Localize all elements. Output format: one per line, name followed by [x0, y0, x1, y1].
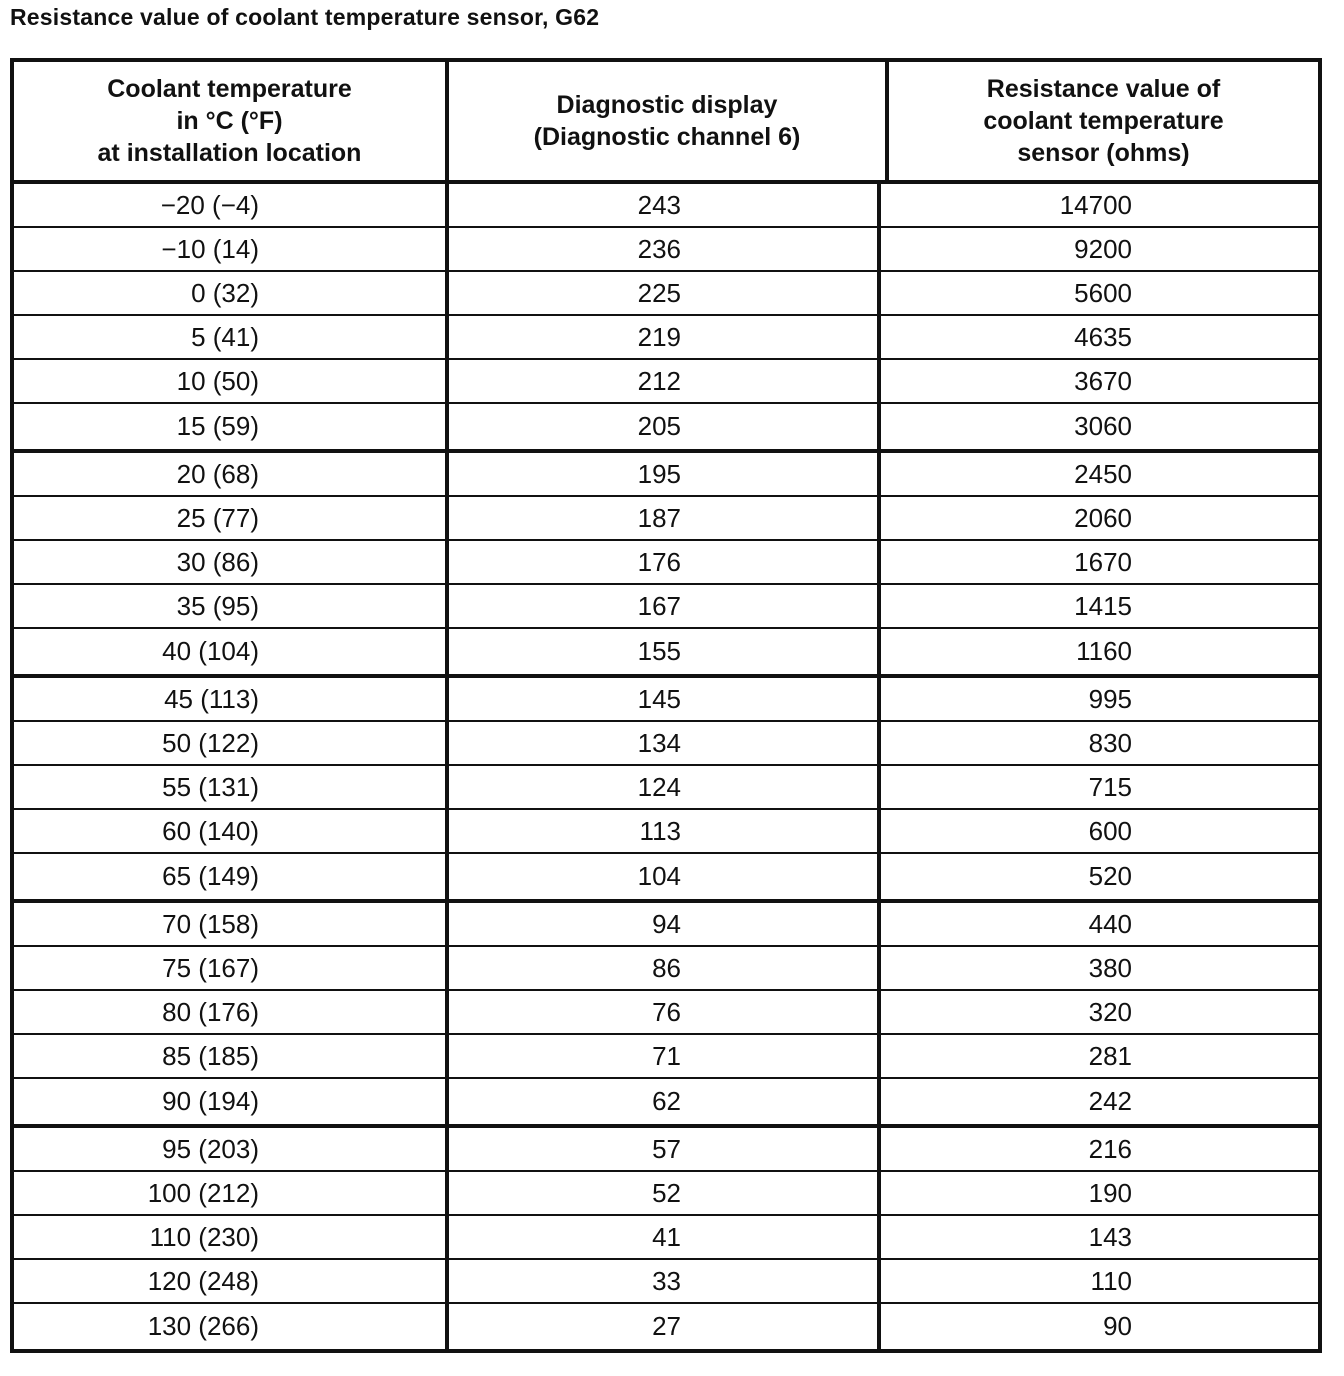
diagnostic-display-cell: 124	[445, 766, 881, 808]
temperature-cell: 5 (41)	[191, 321, 259, 352]
temperature-cell: 80 (176)	[162, 996, 259, 1027]
page-title: Resistance value of coolant temperature sensor, G62	[10, 4, 600, 30]
temperature-cell: 130 (266)	[147, 1311, 259, 1341]
diagnostic-display-cell: 71	[445, 1035, 881, 1077]
table-row	[14, 228, 1318, 272]
temperature-cell: 0 (32)	[191, 277, 259, 308]
resistance-cell: 380	[1088, 952, 1132, 983]
diagnostic-display-cell: 76	[445, 991, 881, 1033]
table-row	[14, 1172, 1318, 1216]
table-row	[14, 1079, 1318, 1124]
resistance-cell: 281	[1088, 1040, 1132, 1071]
temperature-cell: 50 (122)	[162, 727, 259, 758]
table-row	[14, 903, 1318, 947]
temperature-cell: 110 (230)	[149, 1221, 259, 1252]
diagnostic-display-cell: 145	[445, 678, 881, 720]
header-coolant-temperature: Coolant temperature in °C (°F) at installation location	[97, 75, 362, 167]
table-row	[14, 1216, 1318, 1260]
diagnostic-display-cell: 195	[445, 453, 881, 495]
temperature-cell: 45 (113)	[164, 683, 259, 714]
row-group	[14, 1128, 1318, 1349]
temperature-cell: 15 (59)	[176, 411, 259, 441]
resistance-cell: 2450	[1074, 458, 1132, 489]
resistance-cell: 9200	[1074, 233, 1132, 264]
temperature-cell: 35 (95)	[176, 590, 259, 621]
diagnostic-display-cell: 86	[445, 947, 881, 989]
table-row	[14, 678, 1318, 722]
resistance-table	[10, 58, 1322, 1353]
resistance-cell: 3060	[1074, 411, 1132, 441]
header-resistance-value: Resistance value of coolant temperature sensor (ohms)	[983, 75, 1224, 167]
table-row	[14, 316, 1318, 360]
table-row	[14, 541, 1318, 585]
resistance-cell: 190	[1088, 1177, 1132, 1208]
diagnostic-display-cell: 27	[445, 1304, 881, 1349]
resistance-cell: 1415	[1074, 590, 1132, 621]
temperature-cell: 10 (50)	[176, 365, 259, 396]
row-group	[14, 184, 1318, 453]
temperature-cell: 60 (140)	[162, 815, 259, 846]
temperature-cell: 85 (185)	[162, 1040, 259, 1071]
temperature-cell: 55 (131)	[162, 771, 259, 802]
table-row	[14, 629, 1318, 674]
resistance-cell: 3670	[1074, 365, 1132, 396]
temperature-cell: 40 (104)	[162, 636, 259, 666]
temperature-cell: 70 (158)	[162, 908, 259, 939]
table-row	[14, 404, 1318, 449]
resistance-cell: 320	[1088, 996, 1132, 1027]
temperature-cell: 30 (86)	[176, 546, 259, 577]
resistance-cell: 4635	[1074, 321, 1132, 352]
resistance-cell: 14700	[1059, 189, 1132, 220]
table-row	[14, 947, 1318, 991]
resistance-cell: 715	[1088, 771, 1132, 802]
row-group	[14, 678, 1318, 903]
table-row	[14, 497, 1318, 541]
table-row	[14, 1128, 1318, 1172]
resistance-cell: 1670	[1074, 546, 1132, 577]
diagnostic-display-cell: 205	[445, 404, 881, 449]
table-row	[14, 766, 1318, 810]
table-row	[14, 991, 1318, 1035]
diagnostic-display-cell: 62	[445, 1079, 881, 1124]
table-row	[14, 854, 1318, 899]
diagnostic-display-cell: 57	[445, 1128, 881, 1170]
resistance-cell: 600	[1088, 815, 1132, 846]
table-row	[14, 1304, 1318, 1349]
diagnostic-display-cell: 41	[445, 1216, 881, 1258]
resistance-cell: 2060	[1074, 502, 1132, 533]
temperature-cell: 75 (167)	[162, 952, 259, 983]
table-header	[14, 62, 1318, 184]
diagnostic-display-cell: 225	[445, 272, 881, 314]
table-row	[14, 810, 1318, 854]
resistance-cell: 830	[1088, 727, 1132, 758]
diagnostic-display-cell: 243	[445, 184, 881, 226]
resistance-cell: 520	[1088, 861, 1132, 891]
table-row	[14, 360, 1318, 404]
diagnostic-display-cell: 167	[445, 585, 881, 627]
row-group	[14, 453, 1318, 678]
diagnostic-display-cell: 212	[445, 360, 881, 402]
resistance-cell: 216	[1088, 1133, 1132, 1164]
temperature-cell: 20 (68)	[176, 458, 259, 489]
diagnostic-display-cell: 134	[445, 722, 881, 764]
temperature-cell: −20 (−4)	[160, 189, 259, 220]
table-row	[14, 1035, 1318, 1079]
temperature-cell: −10 (14)	[161, 233, 259, 264]
table-row	[14, 1260, 1318, 1304]
row-group	[14, 903, 1318, 1128]
resistance-cell: 5600	[1074, 277, 1132, 308]
table-row	[14, 272, 1318, 316]
temperature-cell: 25 (77)	[176, 502, 259, 533]
resistance-cell: 440	[1088, 908, 1132, 939]
resistance-cell: 143	[1088, 1221, 1132, 1252]
temperature-cell: 90 (194)	[162, 1086, 259, 1116]
table-row	[14, 722, 1318, 766]
diagnostic-display-cell: 94	[445, 903, 881, 945]
temperature-cell: 120 (248)	[147, 1265, 259, 1296]
diagnostic-display-cell: 33	[445, 1260, 881, 1302]
temperature-cell: 100 (212)	[147, 1177, 259, 1208]
table-row	[14, 453, 1318, 497]
header-diagnostic-display: Diagnostic display (Diagnostic channel 6)	[445, 62, 889, 180]
diagnostic-display-cell: 113	[445, 810, 881, 852]
table-row	[14, 184, 1318, 228]
diagnostic-display-cell: 236	[445, 228, 881, 270]
table-row	[14, 585, 1318, 629]
diagnostic-display-cell: 104	[445, 854, 881, 899]
diagnostic-display-cell: 155	[445, 629, 881, 674]
diagnostic-display-cell: 187	[445, 497, 881, 539]
resistance-cell: 1160	[1076, 636, 1132, 666]
table-body	[14, 184, 1318, 1349]
temperature-cell: 95 (203)	[162, 1133, 259, 1164]
diagnostic-display-cell: 219	[445, 316, 881, 358]
temperature-cell: 65 (149)	[162, 861, 259, 891]
diagnostic-display-cell: 52	[445, 1172, 881, 1214]
resistance-cell: 110	[1090, 1265, 1132, 1296]
resistance-cell: 90	[1103, 1311, 1132, 1341]
resistance-cell: 242	[1088, 1086, 1132, 1116]
diagnostic-display-cell: 176	[445, 541, 881, 583]
resistance-cell: 995	[1088, 683, 1132, 714]
